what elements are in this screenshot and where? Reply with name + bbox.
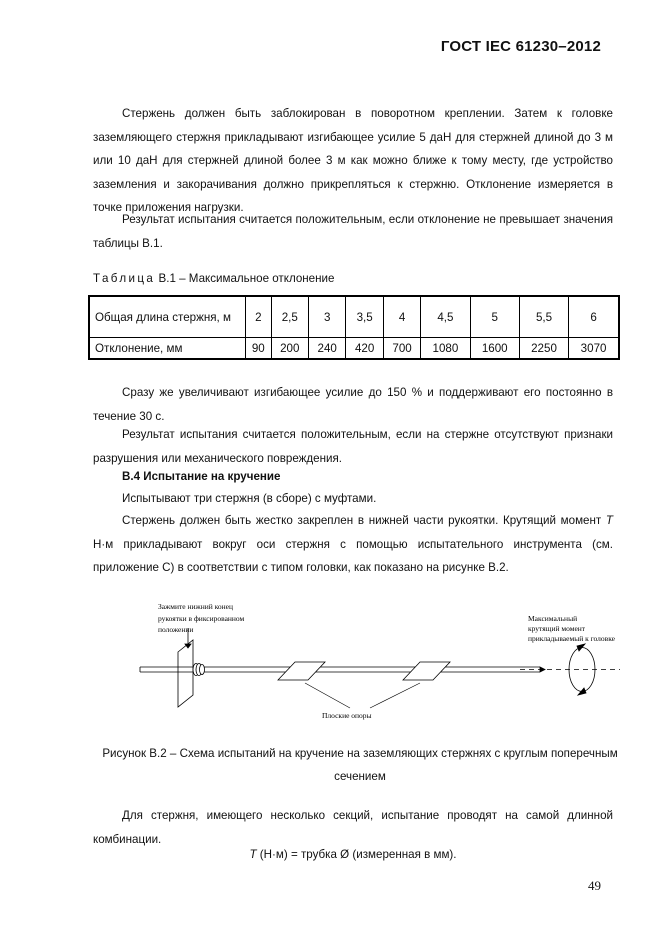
table-cell: 3 [309, 296, 346, 338]
paragraph-result-1: Результат испытания считается положительным, если отклонение не превышает значения таблицы В.1. [93, 213, 613, 250]
table-cell: 2250 [519, 338, 568, 360]
table-cell: 420 [346, 338, 383, 360]
table-row-length [89, 296, 619, 338]
clamp-plate [178, 628, 193, 707]
paragraph-increase-force: Сразу же увеличивают изгибающее усилие до 150 % и поддерживают его постоянно в течение 30 с. [93, 386, 613, 423]
table-cell-label: Отклонение, мм [89, 338, 246, 360]
table-cell: 200 [271, 338, 308, 360]
table-cell: 4,5 [421, 296, 470, 338]
torque-text-before: Стержень должен быть жестко закреплен в нижней части рукоятки. Крутящий момент [122, 514, 606, 527]
table-cell: 5,5 [519, 296, 568, 338]
paragraph-locking: Стержень должен быть заблокирован в поворотном креплении. Затем к головке заземляющего стержня прикладывают изгибающее усилие 5 даН для стержней длиной до 3 м или 10 даН для стержней длиной более 3 м как можно ближе к тому месту, где устройство заземления и закорачивания должно прикрепляться к стержню. Отклонение измеряется в точке приложения нагрузки. [93, 107, 613, 214]
clamp-label-line-2: рукоятки в фиксированном [158, 614, 245, 623]
flat-support-right [403, 662, 450, 680]
table-caption [93, 272, 334, 285]
table-cell: 5 [470, 296, 519, 338]
flat-support-left [278, 662, 325, 680]
paragraph-torque [93, 509, 613, 580]
document-code-header: ГОСТ IEC 61230–2012 [440, 38, 601, 55]
torque-label-line-1: Максимальный [528, 614, 578, 623]
torque-symbol: Т [605, 514, 613, 527]
clamp-label-line-3: положении [158, 625, 194, 634]
table-cell: 90 [246, 338, 272, 360]
paragraph-three-rods: Испытывают три стержня (в сборе) с муфтами. [122, 492, 377, 505]
table-cell: 240 [309, 338, 346, 360]
table-cell: 6 [569, 296, 619, 338]
table-caption-word: Таблица [93, 272, 156, 285]
table-cell: 2 [246, 296, 272, 338]
torque-label-line-3: прикладываемый к головке [528, 634, 616, 643]
deflection-table [88, 295, 620, 360]
formula-symbol: Т [249, 848, 257, 861]
clamp-label-line-1: Зажмите нижний конец [158, 602, 234, 611]
table-cell: 4 [383, 296, 420, 338]
torque-text-after: Н·м прикладывают вокруг оси стержня с помощью испытательного инструмента (см. приложение С) в соответствии с типом головки, как показано на рисунке В.2. [93, 537, 613, 574]
table-cell: 1080 [421, 338, 470, 360]
section-title: В.4 Испытание на кручение [122, 470, 281, 483]
paragraph-multisection: Для стержня, имеющего несколько секций, испытание проводят на самой длинной комбинации. [93, 809, 613, 846]
table-row-deflection [89, 338, 619, 360]
figure-caption: Рисунок В.2 – Схема испытаний на кручение на заземляющих стержнях с круглым поперечным сечением [102, 747, 618, 783]
torque-arrow-icon [520, 644, 620, 695]
torsion-test-figure [120, 600, 630, 725]
table-cell: 3070 [569, 338, 619, 360]
table-cell: 2,5 [271, 296, 308, 338]
paragraph-result-2: Результат испытания считается положительным, если на стержне отсутствуют признаки разрушения или механического повреждения. [93, 428, 613, 465]
table-cell: 1600 [470, 338, 519, 360]
table-cell: 3,5 [346, 296, 383, 338]
table-caption-title: В.1 – Максимальное отклонение [155, 272, 335, 285]
torque-label-line-2: крутящий момент [528, 624, 586, 633]
support-pointers [305, 683, 420, 708]
table-cell-label: Общая длина стержня, м [89, 296, 246, 338]
formula-text: (Н·м) = трубка Ø (измеренная в мм). [256, 848, 457, 861]
supports-label: Плоские опоры [322, 711, 372, 720]
rod [140, 664, 545, 676]
table-cell: 700 [383, 338, 420, 360]
page-number: 49 [588, 878, 601, 893]
torque-formula [93, 848, 613, 861]
